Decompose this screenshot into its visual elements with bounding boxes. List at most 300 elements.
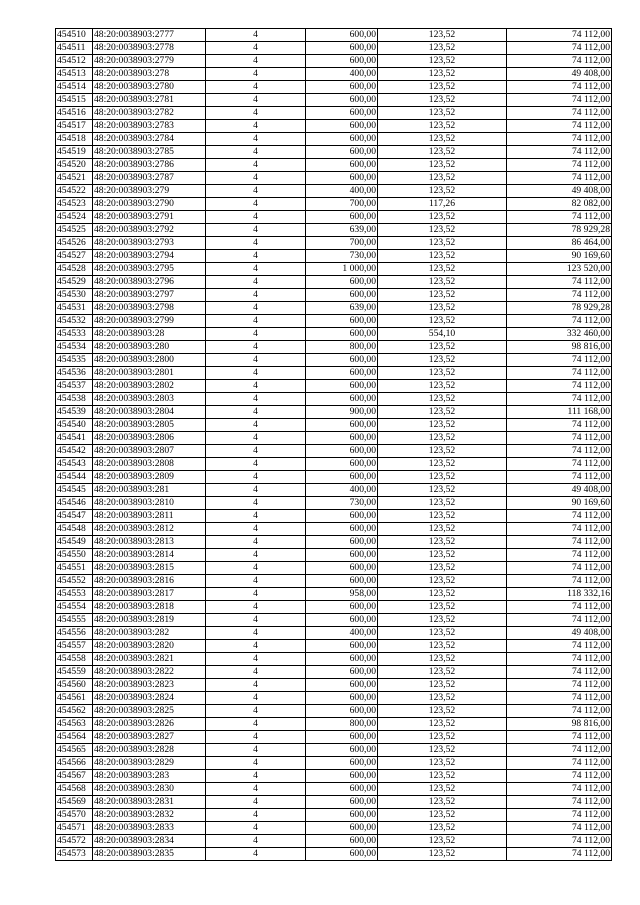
area-cell: 400,00 [306, 627, 378, 640]
record-number-cell: 454573 [56, 848, 93, 861]
record-number-cell: 454534 [56, 341, 93, 354]
group-cell: 4 [206, 575, 306, 588]
cadastral-number-cell: 48:20:0038903:2783 [93, 120, 206, 133]
group-cell: 4 [206, 380, 306, 393]
group-cell: 4 [206, 29, 306, 42]
area-cell: 600,00 [306, 757, 378, 770]
group-cell: 4 [206, 640, 306, 653]
unit-value-cell: 123,52 [378, 172, 507, 185]
table-row [56, 640, 612, 653]
table-row [56, 614, 612, 627]
record-number-cell: 454563 [56, 718, 93, 731]
cadastral-number-cell: 48:20:0038903:2798 [93, 302, 206, 315]
group-cell: 4 [206, 666, 306, 679]
area-cell: 600,00 [306, 458, 378, 471]
unit-value-cell: 123,52 [378, 29, 507, 42]
area-cell: 600,00 [306, 510, 378, 523]
area-cell: 600,00 [306, 575, 378, 588]
cadastral-value-cell: 74 112,00 [507, 211, 612, 224]
table-row [56, 432, 612, 445]
record-number-cell: 454562 [56, 705, 93, 718]
unit-value-cell: 123,52 [378, 809, 507, 822]
group-cell: 4 [206, 406, 306, 419]
cadastral-number-cell: 48:20:0038903:2833 [93, 822, 206, 835]
unit-value-cell: 123,52 [378, 536, 507, 549]
group-cell: 4 [206, 783, 306, 796]
record-number-cell: 454514 [56, 81, 93, 94]
table-row [56, 562, 612, 575]
cadastral-value-cell: 74 112,00 [507, 705, 612, 718]
table-row [56, 536, 612, 549]
area-cell: 800,00 [306, 341, 378, 354]
group-cell: 4 [206, 120, 306, 133]
table-row [56, 510, 612, 523]
area-cell: 600,00 [306, 393, 378, 406]
record-number-cell: 454528 [56, 263, 93, 276]
cadastral-number-cell: 48:20:0038903:2792 [93, 224, 206, 237]
cadastral-value-cell: 49 408,00 [507, 627, 612, 640]
cadastral-value-cell: 74 112,00 [507, 809, 612, 822]
cadastral-value-cell: 74 112,00 [507, 835, 612, 848]
cadastral-number-cell: 48:20:0038903:2805 [93, 419, 206, 432]
cadastral-value-cell: 74 112,00 [507, 653, 612, 666]
cadastral-value-cell: 74 112,00 [507, 822, 612, 835]
unit-value-cell: 123,52 [378, 523, 507, 536]
group-cell: 4 [206, 276, 306, 289]
table-row [56, 796, 612, 809]
cadastral-value-cell: 86 464,00 [507, 237, 612, 250]
area-cell: 600,00 [306, 94, 378, 107]
cadastral-number-cell: 48:20:0038903:2797 [93, 289, 206, 302]
table-row [56, 263, 612, 276]
group-cell: 4 [206, 302, 306, 315]
cadastral-number-cell: 48:20:0038903:2778 [93, 42, 206, 55]
cadastral-value-cell: 74 112,00 [507, 94, 612, 107]
cadastral-number-cell: 48:20:0038903:2806 [93, 432, 206, 445]
group-cell: 4 [206, 822, 306, 835]
group-cell: 4 [206, 367, 306, 380]
record-number-cell: 454541 [56, 432, 93, 445]
cadastral-number-cell: 48:20:0038903:2809 [93, 471, 206, 484]
cadastral-number-cell: 48:20:0038903:2782 [93, 107, 206, 120]
group-cell: 4 [206, 471, 306, 484]
cadastral-value-cell: 74 112,00 [507, 614, 612, 627]
cadastral-value-cell: 74 112,00 [507, 640, 612, 653]
area-cell: 600,00 [306, 549, 378, 562]
table-row [56, 68, 612, 81]
area-cell: 400,00 [306, 68, 378, 81]
area-cell: 700,00 [306, 237, 378, 250]
area-cell: 600,00 [306, 146, 378, 159]
unit-value-cell: 123,52 [378, 120, 507, 133]
group-cell: 4 [206, 354, 306, 367]
area-cell: 400,00 [306, 185, 378, 198]
record-number-cell: 454569 [56, 796, 93, 809]
group-cell: 4 [206, 341, 306, 354]
record-number-cell: 454524 [56, 211, 93, 224]
record-number-cell: 454535 [56, 354, 93, 367]
unit-value-cell: 123,52 [378, 133, 507, 146]
record-number-cell: 454551 [56, 562, 93, 575]
table-row [56, 159, 612, 172]
cadastral-value-cell: 49 408,00 [507, 185, 612, 198]
cadastral-number-cell: 48:20:0038903:28 [93, 328, 206, 341]
unit-value-cell: 123,52 [378, 705, 507, 718]
unit-value-cell: 123,52 [378, 432, 507, 445]
table-row [56, 588, 612, 601]
cadastral-number-cell: 48:20:0038903:2815 [93, 562, 206, 575]
record-number-cell: 454557 [56, 640, 93, 653]
unit-value-cell: 123,52 [378, 380, 507, 393]
table-row [56, 523, 612, 536]
document-page [55, 28, 612, 861]
group-cell: 4 [206, 614, 306, 627]
cadastral-value-cell: 74 112,00 [507, 289, 612, 302]
table-row [56, 809, 612, 822]
cadastral-value-cell: 74 112,00 [507, 133, 612, 146]
table-row [56, 237, 612, 250]
cadastral-value-cell: 74 112,00 [507, 380, 612, 393]
table-row [56, 783, 612, 796]
group-cell: 4 [206, 185, 306, 198]
unit-value-cell: 123,52 [378, 796, 507, 809]
area-cell: 730,00 [306, 497, 378, 510]
record-number-cell: 454554 [56, 601, 93, 614]
table-row [56, 328, 612, 341]
cadastral-number-cell: 48:20:0038903:280 [93, 341, 206, 354]
cadastral-value-cell: 74 112,00 [507, 432, 612, 445]
group-cell: 4 [206, 445, 306, 458]
cadastral-number-cell: 48:20:0038903:2791 [93, 211, 206, 224]
area-cell: 600,00 [306, 328, 378, 341]
area-cell: 600,00 [306, 354, 378, 367]
area-cell: 600,00 [306, 120, 378, 133]
group-cell: 4 [206, 133, 306, 146]
unit-value-cell: 123,52 [378, 94, 507, 107]
group-cell: 4 [206, 601, 306, 614]
table-row [56, 653, 612, 666]
record-number-cell: 454523 [56, 198, 93, 211]
unit-value-cell: 123,52 [378, 81, 507, 94]
table-row [56, 380, 612, 393]
unit-value-cell: 123,52 [378, 367, 507, 380]
area-cell: 700,00 [306, 198, 378, 211]
area-cell: 600,00 [306, 666, 378, 679]
cadastral-number-cell: 48:20:0038903:2818 [93, 601, 206, 614]
cadastral-number-cell: 48:20:0038903:2803 [93, 393, 206, 406]
area-cell: 600,00 [306, 29, 378, 42]
table-row [56, 341, 612, 354]
unit-value-cell: 123,52 [378, 224, 507, 237]
area-cell: 800,00 [306, 718, 378, 731]
table-row [56, 575, 612, 588]
cadastral-value-cell: 74 112,00 [507, 770, 612, 783]
group-cell: 4 [206, 289, 306, 302]
cadastral-number-cell: 48:20:0038903:2823 [93, 679, 206, 692]
cadastral-number-cell: 48:20:0038903:279 [93, 185, 206, 198]
cadastral-value-cell: 74 112,00 [507, 562, 612, 575]
unit-value-cell: 123,52 [378, 276, 507, 289]
unit-value-cell: 123,52 [378, 822, 507, 835]
table-row [56, 601, 612, 614]
cadastral-number-cell: 48:20:0038903:2827 [93, 731, 206, 744]
record-number-cell: 454532 [56, 315, 93, 328]
cadastral-value-cell: 74 112,00 [507, 510, 612, 523]
cadastral-value-cell: 74 112,00 [507, 692, 612, 705]
unit-value-cell: 123,52 [378, 341, 507, 354]
cadastral-number-cell: 48:20:0038903:282 [93, 627, 206, 640]
table-row [56, 185, 612, 198]
unit-value-cell: 123,52 [378, 107, 507, 120]
area-cell: 600,00 [306, 42, 378, 55]
table-row [56, 393, 612, 406]
cadastral-value-cell: 74 112,00 [507, 276, 612, 289]
cadastral-number-cell: 48:20:0038903:2830 [93, 783, 206, 796]
cadastral-number-cell: 48:20:0038903:2821 [93, 653, 206, 666]
cadastral-number-cell: 48:20:0038903:2801 [93, 367, 206, 380]
group-cell: 4 [206, 328, 306, 341]
record-number-cell: 454545 [56, 484, 93, 497]
record-number-cell: 454536 [56, 367, 93, 380]
area-cell: 600,00 [306, 770, 378, 783]
unit-value-cell: 123,52 [378, 770, 507, 783]
unit-value-cell: 123,52 [378, 419, 507, 432]
cadastral-value-cell: 74 112,00 [507, 107, 612, 120]
record-number-cell: 454526 [56, 237, 93, 250]
cadastral-number-cell: 48:20:0038903:2829 [93, 757, 206, 770]
cadastral-number-cell: 48:20:0038903:2810 [93, 497, 206, 510]
unit-value-cell: 123,52 [378, 575, 507, 588]
unit-value-cell: 123,52 [378, 484, 507, 497]
group-cell: 4 [206, 42, 306, 55]
area-cell: 958,00 [306, 588, 378, 601]
record-number-cell: 454542 [56, 445, 93, 458]
group-cell: 4 [206, 510, 306, 523]
unit-value-cell: 123,52 [378, 757, 507, 770]
area-cell: 400,00 [306, 484, 378, 497]
table-row [56, 198, 612, 211]
cadastral-number-cell: 48:20:0038903:2812 [93, 523, 206, 536]
group-cell: 4 [206, 523, 306, 536]
record-number-cell: 454559 [56, 666, 93, 679]
table-row [56, 55, 612, 68]
table-row [56, 770, 612, 783]
area-cell: 600,00 [306, 159, 378, 172]
group-cell: 4 [206, 757, 306, 770]
area-cell: 600,00 [306, 81, 378, 94]
unit-value-cell: 123,52 [378, 744, 507, 757]
cadastral-value-cell: 74 112,00 [507, 575, 612, 588]
cadastral-value-cell: 74 112,00 [507, 354, 612, 367]
table-row [56, 133, 612, 146]
cadastral-number-cell: 48:20:0038903:2814 [93, 549, 206, 562]
table-row [56, 107, 612, 120]
group-cell: 4 [206, 549, 306, 562]
group-cell: 4 [206, 94, 306, 107]
record-number-cell: 454547 [56, 510, 93, 523]
area-cell: 600,00 [306, 523, 378, 536]
group-cell: 4 [206, 432, 306, 445]
table-row [56, 705, 612, 718]
group-cell: 4 [206, 237, 306, 250]
unit-value-cell: 123,52 [378, 42, 507, 55]
record-number-cell: 454572 [56, 835, 93, 848]
record-number-cell: 454539 [56, 406, 93, 419]
table-row [56, 627, 612, 640]
record-number-cell: 454553 [56, 588, 93, 601]
area-cell: 600,00 [306, 445, 378, 458]
record-number-cell: 454538 [56, 393, 93, 406]
group-cell: 4 [206, 497, 306, 510]
unit-value-cell: 123,52 [378, 250, 507, 263]
cadastral-value-cell: 74 112,00 [507, 757, 612, 770]
area-cell: 600,00 [306, 783, 378, 796]
record-number-cell: 454571 [56, 822, 93, 835]
group-cell: 4 [206, 770, 306, 783]
table-row [56, 406, 612, 419]
record-number-cell: 454533 [56, 328, 93, 341]
cadastral-value-cell: 74 112,00 [507, 120, 612, 133]
group-cell: 4 [206, 718, 306, 731]
table-row [56, 419, 612, 432]
cadastral-number-cell: 48:20:0038903:2825 [93, 705, 206, 718]
group-cell: 4 [206, 393, 306, 406]
record-number-cell: 454560 [56, 679, 93, 692]
cadastral-value-cell: 74 112,00 [507, 783, 612, 796]
table-row [56, 679, 612, 692]
record-number-cell: 454543 [56, 458, 93, 471]
cadastral-number-cell: 48:20:0038903:2808 [93, 458, 206, 471]
group-cell: 4 [206, 588, 306, 601]
record-number-cell: 454512 [56, 55, 93, 68]
table-row [56, 354, 612, 367]
cadastral-number-cell: 48:20:0038903:2831 [93, 796, 206, 809]
group-cell: 4 [206, 250, 306, 263]
table-row [56, 367, 612, 380]
table-row [56, 835, 612, 848]
cadastral-number-cell: 48:20:0038903:278 [93, 68, 206, 81]
cadastral-number-cell: 48:20:0038903:2779 [93, 55, 206, 68]
cadastral-value-cell: 98 816,00 [507, 341, 612, 354]
record-number-cell: 454513 [56, 68, 93, 81]
group-cell: 4 [206, 68, 306, 81]
table-row [56, 484, 612, 497]
table-row [56, 81, 612, 94]
table-row [56, 471, 612, 484]
cadastral-number-cell: 48:20:0038903:2822 [93, 666, 206, 679]
cadastral-value-cell: 74 112,00 [507, 146, 612, 159]
table-row [56, 744, 612, 757]
cadastral-value-cell: 74 112,00 [507, 419, 612, 432]
unit-value-cell: 123,52 [378, 497, 507, 510]
area-cell: 639,00 [306, 224, 378, 237]
unit-value-cell: 123,52 [378, 549, 507, 562]
cadastral-number-cell: 48:20:0038903:2834 [93, 835, 206, 848]
record-number-cell: 454515 [56, 94, 93, 107]
cadastral-number-cell: 48:20:0038903:2793 [93, 237, 206, 250]
cadastral-value-cell: 98 816,00 [507, 718, 612, 731]
cadastral-value-cell: 78 929,28 [507, 302, 612, 315]
area-cell: 600,00 [306, 380, 378, 393]
area-cell: 900,00 [306, 406, 378, 419]
area-cell: 600,00 [306, 107, 378, 120]
record-number-cell: 454527 [56, 250, 93, 263]
cadastral-value-cell: 332 460,00 [507, 328, 612, 341]
cadastral-value-cell: 111 168,00 [507, 406, 612, 419]
area-cell: 600,00 [306, 367, 378, 380]
unit-value-cell: 123,52 [378, 640, 507, 653]
unit-value-cell: 117,26 [378, 198, 507, 211]
table-body [56, 29, 612, 861]
cadastral-value-cell: 74 112,00 [507, 471, 612, 484]
table-row [56, 757, 612, 770]
unit-value-cell: 123,52 [378, 237, 507, 250]
area-cell: 600,00 [306, 653, 378, 666]
group-cell: 4 [206, 107, 306, 120]
area-cell: 600,00 [306, 471, 378, 484]
cadastral-number-cell: 48:20:0038903:2804 [93, 406, 206, 419]
cadastral-number-cell: 48:20:0038903:2790 [93, 198, 206, 211]
cadastral-number-cell: 48:20:0038903:2828 [93, 744, 206, 757]
cadastral-value-cell: 74 112,00 [507, 445, 612, 458]
cadastral-value-cell: 123 520,00 [507, 263, 612, 276]
table-row [56, 445, 612, 458]
record-number-cell: 454555 [56, 614, 93, 627]
unit-value-cell: 123,52 [378, 653, 507, 666]
record-number-cell: 454546 [56, 497, 93, 510]
cadastral-number-cell: 48:20:0038903:2817 [93, 588, 206, 601]
unit-value-cell: 123,52 [378, 679, 507, 692]
unit-value-cell: 554,10 [378, 328, 507, 341]
unit-value-cell: 123,52 [378, 835, 507, 848]
cadastral-value-cell: 74 112,00 [507, 731, 612, 744]
cadastral-number-cell: 48:20:0038903:2784 [93, 133, 206, 146]
cadastral-value-cell: 74 112,00 [507, 601, 612, 614]
group-cell: 4 [206, 731, 306, 744]
area-cell: 600,00 [306, 796, 378, 809]
group-cell: 4 [206, 835, 306, 848]
record-number-cell: 454537 [56, 380, 93, 393]
area-cell: 600,00 [306, 692, 378, 705]
group-cell: 4 [206, 627, 306, 640]
record-number-cell: 454529 [56, 276, 93, 289]
area-cell: 600,00 [306, 614, 378, 627]
record-number-cell: 454519 [56, 146, 93, 159]
unit-value-cell: 123,52 [378, 848, 507, 861]
record-number-cell: 454556 [56, 627, 93, 640]
record-number-cell: 454518 [56, 133, 93, 146]
area-cell: 600,00 [306, 640, 378, 653]
table-row [56, 302, 612, 315]
group-cell: 4 [206, 211, 306, 224]
cadastral-number-cell: 48:20:0038903:2802 [93, 380, 206, 393]
cadastral-number-cell: 48:20:0038903:2787 [93, 172, 206, 185]
area-cell: 600,00 [306, 55, 378, 68]
area-cell: 600,00 [306, 744, 378, 757]
table-row [56, 497, 612, 510]
table-row [56, 289, 612, 302]
record-number-cell: 454531 [56, 302, 93, 315]
table-row [56, 250, 612, 263]
unit-value-cell: 123,52 [378, 406, 507, 419]
group-cell: 4 [206, 146, 306, 159]
record-number-cell: 454530 [56, 289, 93, 302]
record-number-cell: 454570 [56, 809, 93, 822]
area-cell: 639,00 [306, 302, 378, 315]
area-cell: 600,00 [306, 601, 378, 614]
cadastral-number-cell: 48:20:0038903:2807 [93, 445, 206, 458]
record-number-cell: 454522 [56, 185, 93, 198]
